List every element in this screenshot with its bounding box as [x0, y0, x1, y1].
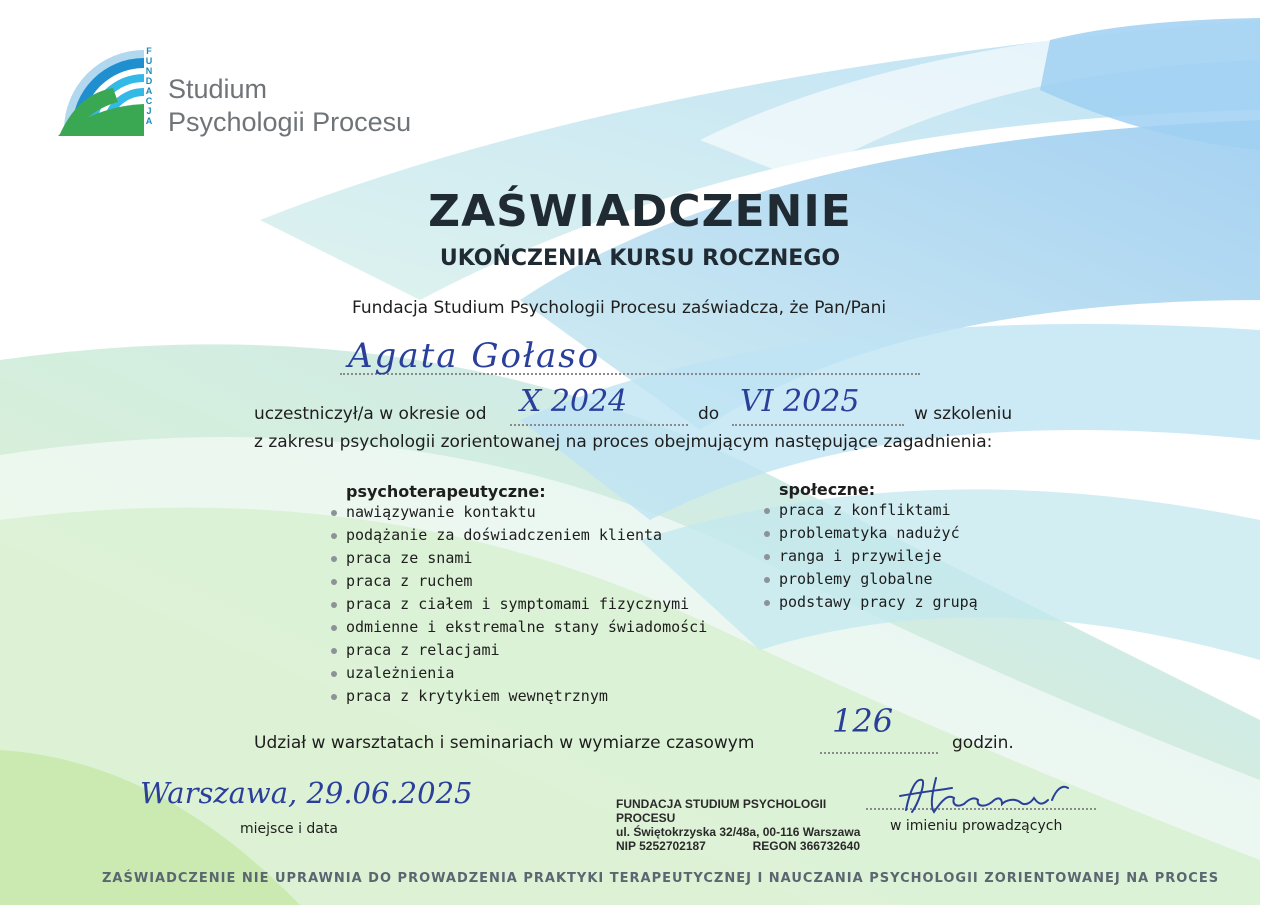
bullet-icon	[331, 533, 337, 539]
topic-psychotherapeutic-item-label: praca z ciałem i symptomami fizycznymi	[346, 595, 690, 613]
topic-psychotherapeutic-item-label: odmienne i ekstremalne stany świadomości	[346, 618, 708, 636]
topic-psychotherapeutic-item	[346, 501, 707, 524]
topic-psychotherapeutic-item-label: praca ze snami	[346, 549, 473, 567]
page-subtitle: UKOŃCZENIA KURSU ROCZNEGO	[439, 246, 841, 271]
logo-fundacja-vertical	[144, 46, 154, 126]
hours-prefix: Udział w warsztatach i seminariach w wymiarze czasowym	[254, 733, 755, 753]
bullet-icon	[331, 694, 337, 700]
bullet-icon	[331, 602, 337, 608]
bullet-icon	[764, 600, 770, 606]
topic-psychotherapeutic-item	[346, 616, 707, 639]
bullet-icon	[331, 556, 337, 562]
topics-social	[779, 480, 978, 614]
topic-psychotherapeutic-item	[346, 524, 707, 547]
topic-psychotherapeutic-item-label: nawiązywanie kontaktu	[346, 503, 536, 521]
bullet-icon	[331, 648, 337, 654]
logo-fundacja-letter: F	[146, 46, 152, 56]
topic-psychotherapeutic-item-label: podążanie za doświadczeniem klienta	[346, 526, 663, 544]
topic-psychotherapeutic-item-label: praca z relacjami	[346, 641, 500, 659]
topic-social-item-label: problematyka nadużyć	[779, 524, 960, 542]
bullet-icon	[764, 508, 770, 514]
topic-social-item-label: problemy globalne	[779, 570, 933, 588]
signature-label: w imieniu prowadzących	[890, 818, 1063, 834]
period-prefix: uczestniczył/a w okresie od	[254, 404, 487, 424]
hours-suffix: godzin.	[952, 733, 1014, 753]
logo	[58, 44, 438, 144]
logo-fundacja-letter: A	[145, 116, 153, 126]
topic-psychotherapeutic-item-label: uzależnienia	[346, 664, 455, 682]
logo-fundacja-letter: J	[146, 106, 152, 116]
scope-line: z zakresu psychologii zorientowanej na proces obejmującym następujące zagadnienia:	[254, 432, 993, 452]
period-from-dots	[510, 424, 688, 426]
participant-name: Agata Gołaso	[348, 336, 601, 376]
bullet-icon	[331, 625, 337, 631]
topic-psychotherapeutic-item	[346, 570, 707, 593]
stamp-regon: REGON 366732640	[752, 839, 860, 853]
logo-fundacja-letter: C	[145, 96, 153, 106]
bullet-icon	[331, 510, 337, 516]
stamp-nip: NIP 5252702187	[616, 839, 706, 853]
bullet-icon	[331, 671, 337, 677]
footer-note: ZAŚWIADCZENIE NIE UPRAWNIA DO PROWADZENIA PRAKTYKI TERAPEUTYCZNEJ I NAUCZANIA PSYCHOLOGII ZORIENTOWANEJ NA PROCES	[102, 871, 1220, 886]
stamp-line2: ul. Świętokrzyska 32/48a, 00-116 Warszawa	[616, 825, 861, 839]
topic-social-item	[779, 545, 978, 568]
period-to-label: do	[698, 404, 720, 424]
logo-fundacja-letter: D	[145, 76, 153, 86]
topic-psychotherapeutic-item	[346, 662, 707, 685]
signature-icon	[892, 770, 1092, 820]
topic-psychotherapeutic-item-label: praca z krytykiem wewnętrznym	[346, 687, 608, 705]
hours-dots	[820, 752, 938, 754]
logo-line2: Psychologii Procesu	[168, 107, 412, 137]
logo-line1: Studium	[168, 74, 268, 104]
topics-psychotherapeutic-heading: psychoterapeutyczne:	[346, 482, 546, 501]
topic-social-item-label: praca z konfliktami	[779, 501, 951, 519]
topics-social-heading: społeczne:	[779, 480, 876, 499]
stamp-line1: FUNDACJA STUDIUM PSYCHOLOGII PROCESU	[616, 797, 827, 825]
bullet-icon	[764, 577, 770, 583]
intro-text: Fundacja Studium Psychologii Procesu zaświadcza, że Pan/Pani	[352, 298, 887, 318]
bullet-icon	[764, 554, 770, 560]
period-suffix: w szkoleniu	[914, 404, 1013, 424]
hours-value: 126	[832, 702, 894, 740]
topic-social-item	[779, 499, 978, 522]
topic-psychotherapeutic-item-label: praca z ruchem	[346, 572, 473, 590]
bullet-icon	[764, 531, 770, 537]
period-from-value: X 2024	[520, 384, 628, 419]
topics-social-list	[779, 499, 978, 614]
topic-social-item-label: ranga i przywileje	[779, 547, 942, 565]
topic-psychotherapeutic-item	[346, 547, 707, 570]
topic-psychotherapeutic-item	[346, 593, 707, 616]
topics-psychotherapeutic	[346, 482, 707, 708]
topics-psychotherapeutic-list	[346, 501, 707, 708]
topic-social-item-label: podstawy pracy z grupą	[779, 593, 978, 611]
bullet-icon	[331, 579, 337, 585]
page-title: ZAŚWIADCZENIE	[428, 186, 852, 237]
topic-social-item	[779, 522, 978, 545]
period-to-value: VI 2025	[740, 384, 860, 419]
place-date-label: miejsce i data	[240, 821, 338, 837]
topic-psychotherapeutic-item	[346, 639, 707, 662]
logo-fundacja-letter: A	[145, 86, 153, 96]
stamp-line3	[616, 839, 860, 853]
logo-arcs-icon	[58, 44, 150, 136]
logo-fundacja-letter: N	[145, 66, 153, 76]
topic-social-item	[779, 568, 978, 591]
organization-stamp	[616, 797, 866, 853]
topic-psychotherapeutic-item	[346, 685, 707, 708]
logo-fundacja-letter: U	[145, 56, 153, 66]
place-date-value: Warszawa, 29.06.2025	[140, 776, 473, 810]
period-to-dots	[732, 424, 904, 426]
topic-social-item	[779, 591, 978, 614]
